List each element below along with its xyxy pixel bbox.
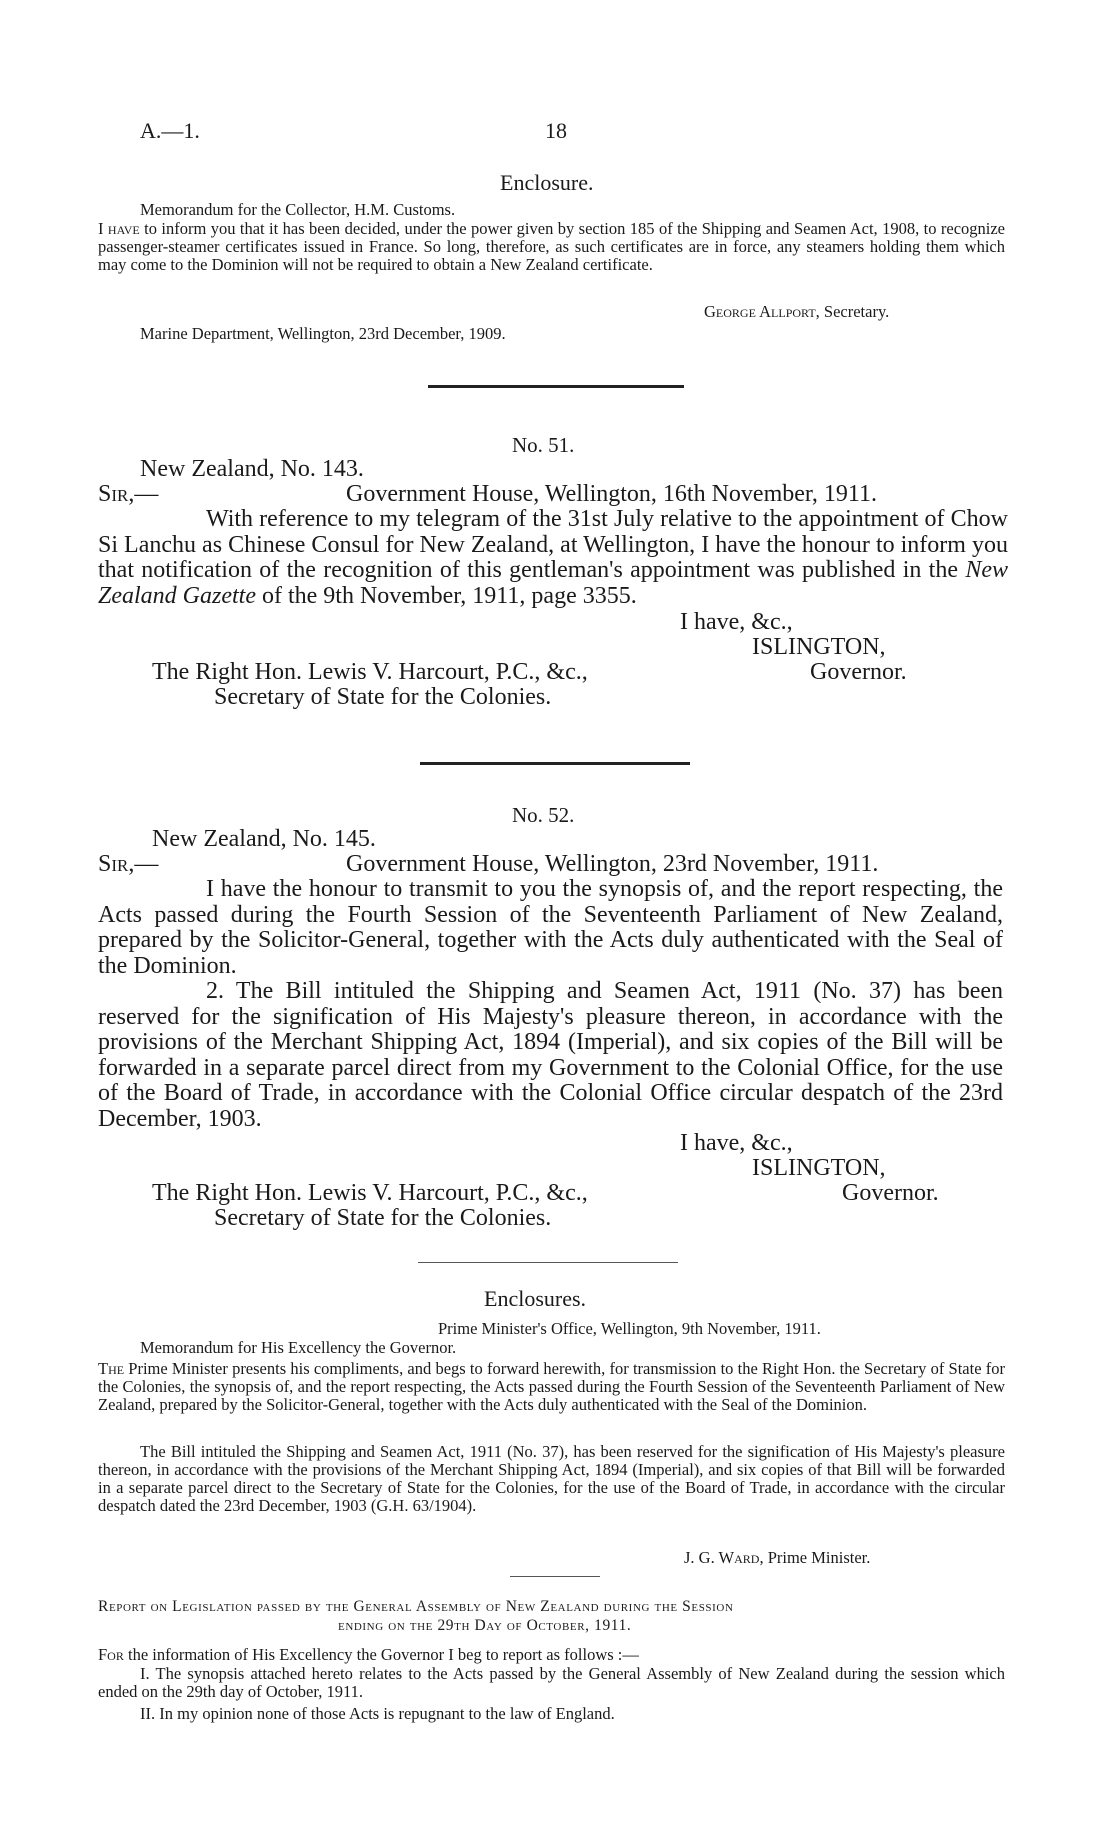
enclosure-memo-to: Memorandum for the Collector, H.M. Customs.: [140, 200, 456, 219]
enclosure-signature-title: , Secretary.: [815, 302, 890, 321]
enclosure-heading: Enclosure.: [500, 170, 594, 195]
despatch-52-signer: ISLINGTON,: [752, 1155, 886, 1181]
despatch-52-addressee: The Right Hon. Lewis V. Harcourt, P.C., &c.,: [152, 1180, 588, 1206]
enclosure-signature: [704, 303, 889, 321]
section-divider: [420, 762, 690, 765]
enclosure-signature-name: George Allport: [704, 302, 816, 321]
despatch-52-place-date: Government House, Wellington, 23rd November, 1911.: [346, 851, 879, 877]
despatch-52-para-2: 2. The Bill intituled the Shipping and Seamen Act, 1911 (No. 37) has been reserved for the signification of His Majesty's pleasure thereon, in accordance with the provisions of the Merchant Shipping Act, 1894 (Imperial), and six copies of the Bill will be forwarded in a separate parcel direct from my Government to the Colonial Office, for the use of the Board of Trade, in accordance with the Colonial Office circular despatch of the 23rd December, 1903.: [98, 978, 1003, 1132]
enclosures-para-2: The Bill intituled the Shipping and Seamen Act, 1911 (No. 37), has been reserved for the signification of His Majesty's pleasure thereon, in accordance with the provisions of the Merchant Shipping Act, 1894 (Imperial), and six copies of that Bill will be forwarded in a separate parcel direct to the Secretary of State for the Colonies, for the use of the Board of Trade, in accordance with the circular despatch dated the 23rd December, 1903 (G.H. 63/1904).: [98, 1442, 1005, 1515]
despatch-51-salutation: Sir,—: [98, 481, 159, 507]
report-intro: [98, 1646, 639, 1664]
despatch-52-closing: I have, &c.,: [680, 1130, 793, 1156]
despatch-51-signer: ISLINGTON,: [752, 634, 886, 660]
enclosures-place-date: Prime Minister's Office, Wellington, 9th November, 1911.: [438, 1319, 821, 1338]
enclosures-para-1-text: Prime Minister presents his compliments, and begs to forward herewith, for transmission to the Right Hon. the Secretary of State for the Colonies, the synopsis of, and the report respecting, the Acts passed during the Fourth Session of the Seventeenth Parliament of New Zealand, prepared by the Solicitor-General, together with the Acts duly authenticated with the Seal of the Dominion.: [98, 1359, 1005, 1414]
despatch-51-ref: New Zealand, No. 143.: [140, 456, 364, 482]
enclosures-signature: [684, 1549, 870, 1567]
despatch-52-salutation: Sir,—: [98, 851, 159, 877]
enclosure-body: [98, 220, 1005, 274]
despatch-51-number: No. 51.: [512, 433, 575, 457]
despatch-51-signer-title: Governor.: [810, 659, 907, 685]
report-intro-text: the information of His Excellency the Governor I beg to report as follows :—: [123, 1645, 639, 1664]
enclosures-memo-to: Memorandum for His Excellency the Governor.: [140, 1338, 457, 1357]
enclosures-heading: Enclosures.: [484, 1286, 587, 1311]
despatch-52-number: No. 52.: [512, 803, 575, 827]
page-number: 18: [545, 118, 567, 143]
report-item-1: I. The synopsis attached hereto relates to the Acts passed by the General Assembly of New Zealand during the session which ended on the 29th day of October, 1911.: [98, 1664, 1005, 1701]
enclosures-para-1: [98, 1360, 1005, 1414]
report-title-line-1: Report on Legislation passed by the General Assembly of New Zealand during the Session: [98, 1598, 734, 1615]
despatch-51-body-part2: of the 9th November, 1911, page 3355.: [255, 582, 637, 609]
despatch-51-closing: I have, &c.,: [680, 609, 793, 635]
report-intro-lead: For: [98, 1645, 124, 1664]
gazette-title: New Zealand Gazette: [98, 557, 1008, 609]
enclosure-body-lead: I have: [98, 219, 140, 238]
section-divider: [418, 1262, 678, 1263]
enclosures-signature-title: , Prime Minister.: [759, 1548, 871, 1567]
despatch-51-body: [98, 507, 1008, 635]
report-title-line-2: ending on the 29th Day of October, 1911.: [338, 1617, 632, 1634]
despatch-51-addressee: The Right Hon. Lewis V. Harcourt, P.C., &c.,: [152, 659, 588, 685]
document-reference: A.—1.: [140, 118, 200, 143]
despatch-52-signer-title: Governor.: [842, 1180, 939, 1206]
section-divider: [510, 1576, 600, 1577]
report-item-2: II. In my opinion none of those Acts is repugnant to the law of England.: [140, 1704, 615, 1723]
despatch-51-place-date: Government House, Wellington, 16th November, 1911.: [346, 481, 878, 507]
despatch-52-para-1: I have the honour to transmit to you the synopsis of, and the report respecting, the Acts passed during the Fourth Session of the Seventeenth Parliament of New Zealand, prepared by the Solicitor-General, together with the Acts duly authenticated with the Seal of the Dominion.: [98, 876, 1003, 979]
despatch-51-addressee-title: Secretary of State for the Colonies.: [214, 684, 552, 710]
enclosure-body-text: to inform you that it has been decided, under the power given by section 185 of the Shipping and Seamen Act, 1908, to recognize passenger-steamer certificates issued in France. So long, therefore, as such certificates are in force, any steamers holding them which may come to the Dominion will not be required to obtain a New Zealand certificate.: [98, 219, 1006, 274]
despatch-51-body-part1: With reference to my telegram of the 31st July relative to the appointment of Chow Si Lanchu as Chinese Consul for New Zealand, at Wellington, I have the honour to inform you that notification of the recognition of this gentleman's appointment was published in the: [98, 506, 1008, 583]
enclosures-para-1-lead: The: [98, 1359, 125, 1378]
enclosure-place-date: Marine Department, Wellington, 23rd December, 1909.: [140, 324, 506, 343]
enclosures-signature-name: J. G. Ward: [684, 1548, 760, 1567]
despatch-52-ref: New Zealand, No. 145.: [152, 826, 376, 852]
section-divider: [428, 385, 684, 388]
despatch-52-addressee-title: Secretary of State for the Colonies.: [214, 1205, 552, 1231]
